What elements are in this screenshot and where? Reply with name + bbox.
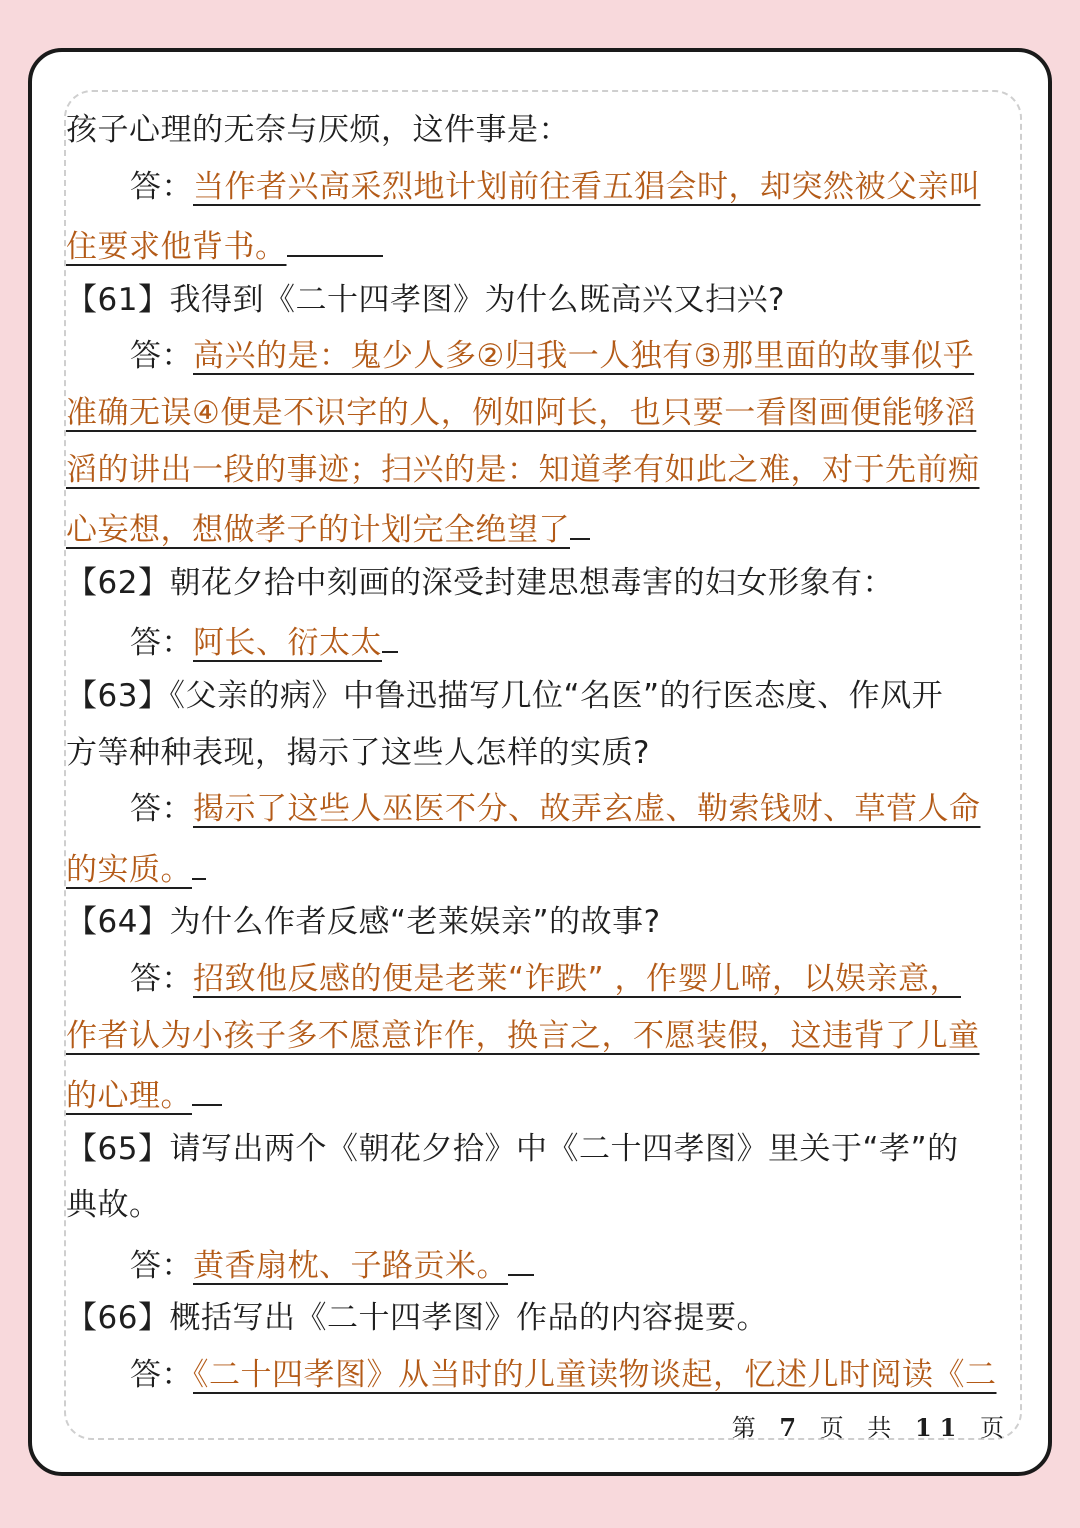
answer-blank xyxy=(287,215,383,257)
question-number: 【61】 xyxy=(66,281,170,318)
answer-text: 滔的讲出一段的事迹；扫兴的是：知道孝有如此之难，对于先前痴 xyxy=(66,451,980,488)
answer-label: 答： xyxy=(130,625,193,662)
answer-label: 答： xyxy=(130,960,193,997)
question-text: 我得到《二十四孝图》为什么既高兴又扫兴? xyxy=(169,281,785,318)
question-number: 【62】 xyxy=(66,564,170,601)
question-number: 【64】 xyxy=(66,904,170,941)
answer-blank xyxy=(192,838,206,880)
question-64 xyxy=(66,894,1016,951)
answer-text: 准确无误④便是不识字的人，例如阿长，也只要一看图画便能够滔 xyxy=(66,394,977,431)
question-line xyxy=(66,1177,1016,1234)
answer-text: 招致他反感的便是老莱“诈跌” ，作婴儿啼，以娱亲意， xyxy=(193,960,961,997)
question-number: 【63】 xyxy=(66,677,170,714)
footer-suffix: 页 xyxy=(980,1414,1012,1442)
answer-blank xyxy=(570,498,590,540)
question-66 xyxy=(66,1290,1016,1347)
question-text: 概括写出《二十四孝图》作品的内容提要。 xyxy=(169,1300,768,1337)
current-page-number: 7 xyxy=(779,1413,805,1442)
answer-line xyxy=(66,498,1016,555)
answer-label: 答： xyxy=(130,791,193,828)
answer-label: 答： xyxy=(130,1247,193,1284)
answer-blank xyxy=(382,611,398,653)
page-number-footer xyxy=(732,1408,1012,1443)
answer-text: 高兴的是：鬼少人多②归我一人独有③那里面的故事似乎 xyxy=(193,338,975,375)
answer-text: 住要求他背书。 xyxy=(66,229,287,266)
answer-line xyxy=(66,215,1016,272)
answer-label: 答： xyxy=(130,338,193,375)
answer-line xyxy=(66,611,1016,668)
answer-text: 作者认为小孩子多不愿意诈作，换言之，不愿装假，这违背了儿童 xyxy=(66,1017,980,1054)
question-65 xyxy=(66,1121,1016,1178)
answer-line xyxy=(66,328,1016,385)
question-text: 为什么作者反感“老莱娱亲”的故事? xyxy=(169,904,661,941)
answer-label: 答： xyxy=(130,1357,193,1394)
answer-line xyxy=(66,781,1016,838)
answer-line xyxy=(66,159,1016,216)
answer-text: 的实质。 xyxy=(66,851,192,888)
answer-text: 《二十四孝图》从当时的儿童读物谈起，忆述儿时阅读《二 xyxy=(193,1357,997,1394)
question-number: 【65】 xyxy=(66,1130,170,1167)
question-text: 请写出两个《朝花夕拾》中《二十四孝图》里关于“孝”的 xyxy=(169,1130,959,1167)
answer-text: 当作者兴高采烈地计划前往看五猖会时，却突然被父亲叫 xyxy=(193,168,981,205)
question-line xyxy=(66,725,1016,782)
question-63 xyxy=(66,668,1016,725)
answer-label: 答： xyxy=(130,168,193,205)
answer-text: 揭示了这些人巫医不分、故弄玄虚、勒索钱财、草菅人命 xyxy=(193,791,981,828)
answer-line xyxy=(66,1234,1016,1291)
answer-line xyxy=(66,1008,1016,1065)
answer-blank xyxy=(192,1064,222,1106)
question-text: 《父亲的病》中鲁迅描写几位“名医”的行医态度、作风开 xyxy=(169,677,944,714)
footer-middle: 页 共 xyxy=(819,1414,900,1442)
question-text: 方等种种表现，揭示了这些人怎样的实质? xyxy=(66,734,650,771)
footer-prefix: 第 xyxy=(731,1414,764,1442)
document-body xyxy=(66,102,1016,1404)
answer-text: 心妄想，想做孝子的计划完全绝望了 xyxy=(66,512,570,549)
intro-text: 孩子心理的无奈与厌烦，这件事是： xyxy=(66,112,570,148)
answer-line xyxy=(66,1064,1016,1121)
answer-text: 黄香扇枕、子路贡米。 xyxy=(193,1247,508,1284)
question-61 xyxy=(66,272,1016,329)
question-62 xyxy=(66,555,1016,612)
answer-blank xyxy=(508,1234,534,1276)
question-text: 朝花夕拾中刻画的深受封建思想毒害的妇女形象有： xyxy=(169,564,894,601)
total-pages-number: 11 xyxy=(914,1413,965,1442)
answer-line xyxy=(66,385,1016,442)
answer-line xyxy=(66,1347,1016,1404)
answer-text: 阿长、衍太太 xyxy=(193,625,382,662)
answer-text: 的心理。 xyxy=(66,1078,192,1115)
answer-line xyxy=(66,838,1016,895)
answer-line xyxy=(66,442,1016,499)
intro-line xyxy=(66,102,1016,159)
question-text: 典故。 xyxy=(66,1187,161,1224)
question-number: 【66】 xyxy=(66,1300,170,1337)
answer-line xyxy=(66,951,1016,1008)
